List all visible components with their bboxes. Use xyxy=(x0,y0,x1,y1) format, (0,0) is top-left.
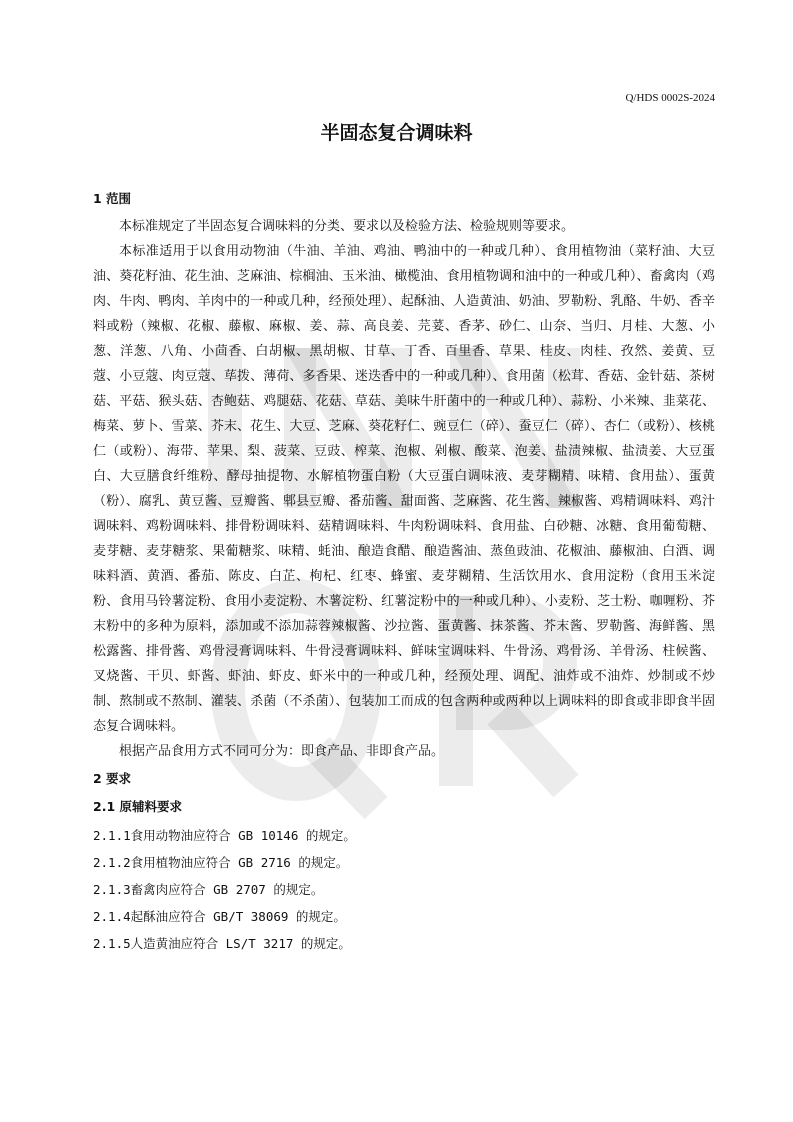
requirement-item: 2.1.2食用植物油应符合 GB 2716 的规定。 xyxy=(93,855,349,870)
section-heading-requirements: 2 要求 xyxy=(93,771,132,786)
requirement-item: 2.1.1食用动物油应符合 GB 10146 的规定。 xyxy=(93,828,356,843)
document-title: 半固态复合调味料 xyxy=(320,122,473,144)
requirement-item: 2.1.4起酥油应符合 GB/T 38069 的规定。 xyxy=(93,909,346,924)
scope-paragraph-1: 本标准规定了半固态复合调味料的分类、要求以及检验方法、检验规则等要求。 xyxy=(119,219,575,234)
subsection-heading-raw-materials: 2.1 原辅料要求 xyxy=(93,799,182,814)
scope-paragraph-3: 根据产品食用方式不同可分为：即食产品、非即食产品。 xyxy=(119,744,445,759)
document-code: Q/HDS 0002S-2024 xyxy=(625,92,715,104)
requirement-item: 2.1.3畜禽肉应符合 GB 2707 的规定。 xyxy=(93,882,324,897)
scope-paragraph-2: 本标准适用于以食用动物油（牛油、羊油、鸡油、鸭油中的一种或几种）、食用植物油（菜籽油、大豆油、葵花籽油、花生油、芝麻油、棕榈油、玉米油、橄榄油、食用植物调和油中的一种或几种）、畜禽肉（鸡肉、牛肉、鸭肉、羊肉中的一种或几种，经预处理）、起酥油、人造黄油、奶油、罗勒粉、乳酪、牛奶、香辛料或粉（辣椒、花椒、藤椒、麻椒、姜、蒜、高良姜、芫荽、香茅、砂仁、山奈、当归、月桂、大葱、小葱、洋葱、八角、小茴香、白胡椒、黑胡椒、甘草、丁香、百里香、草果、桂皮、肉桂、孜然、姜黄、豆蔻、小豆蔻、肉豆蔻、荜拨、薄荷、多香果、迷迭香中的一种或几种）、食用菌（松茸、香菇、金针菇、茶树菇、平菇、猴头菇、杏鲍菇、鸡腿菇、花菇、草菇、美味牛肝菌中的一种或几种）、蒜粉、小米辣、韭菜花、梅菜、萝卜、雪菜、芥末、花生、大豆、芝麻、葵花籽仁、豌豆仁（碎）、蚕豆仁（碎）、杏仁（或粉）、核桃仁（或粉）、海带、苹果、梨、菠菜、豆豉、榨菜、泡椒、剁椒、酸菜、泡姜、盐渍辣椒、盐渍姜、大豆蛋白、大豆膳食纤维粉、酵母抽提物、水解植物蛋白粉（大豆蛋白调味液、麦芽糊精、味精、食用盐）、蛋黄（粉）、腐乳、黄豆酱、豆瓣酱、郫县豆瓣、番茄酱、甜面酱、芝麻酱、花生酱、辣椒酱、鸡精调味料、鸡汁调味料、鸡粉调味料、排骨粉调味料、菇精调味料、牛肉粉调味料、食用盐、白砂糖、冰糖、食用葡萄糖、麦芽糖、麦芽糖浆、果葡糖浆、味精、蚝油、酿造食醋、酿造酱油、蒸鱼豉油、花椒油、藤椒油、白酒、调味料酒、黄酒、番茄、陈皮、白芷、枸杞、红枣、蜂蜜、麦芽糊精、生活饮用水、食用淀粉（食用玉米淀粉、食用马铃薯淀粉、食用小麦淀粉、木薯淀粉、红薯淀粉中的一种或几种）、小麦粉、芝士粉、咖喱粉、芥末粉中的多种为原料，添加或不添加蒜蓉辣椒酱、沙拉酱、蛋黄酱、抹茶酱、芥末酱、罗勒酱、海鲜酱、黑松露酱、排骨酱、鸡骨浸膏调味料、牛骨浸膏调味料、鲜味宝调味料、牛骨汤、鸡骨汤、羊骨汤、柱候酱、叉烧酱、干贝、虾酱、虾油、虾皮、虾米中的一种或几种，经预处理、调配、油炸或不油炸、炒制或不炒制、熬制或不熬制、灌装、杀菌（不杀菌）、包装加工而成的包含两种或两种以上调味料的即食或非即食半固态复合调味料。 xyxy=(93,244,715,734)
document-body xyxy=(93,188,715,957)
section-heading-scope: 1 范围 xyxy=(93,191,132,206)
requirement-item: 2.1.5人造黄油应符合 LS/T 3217 的规定。 xyxy=(93,936,351,951)
